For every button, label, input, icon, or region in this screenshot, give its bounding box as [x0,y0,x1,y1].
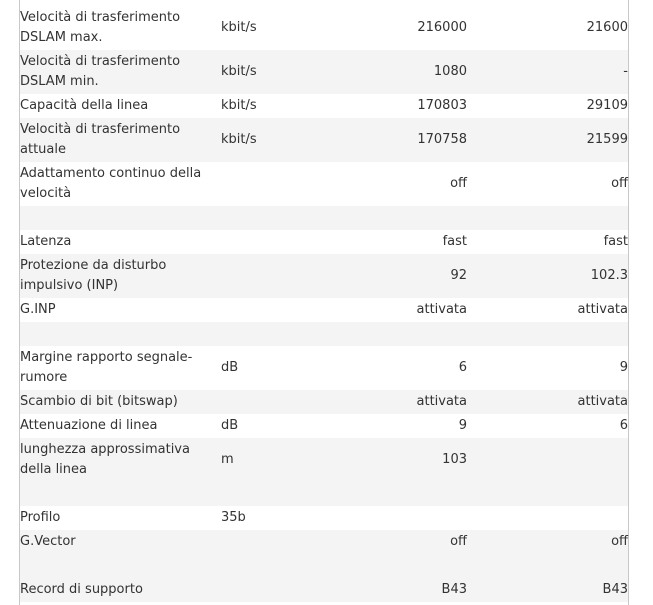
table-row-attenuation [20,414,628,438]
table-row-inp [20,254,628,298]
row-unit [221,530,308,554]
row-unit: kbit/s [221,50,308,94]
row-label: Record di supporto [20,578,221,602]
row-label: Velocità di trasferimento attuale [20,118,221,162]
row-upstream-value [467,438,628,482]
row-label: Margine rapporto segnale-rumore [20,346,221,390]
row-label: G.INP [20,298,221,322]
row-label: G.Vector [20,530,221,554]
row-unit: kbit/s [221,118,308,162]
row-unit: dB [221,414,308,438]
table-separator-row [20,482,628,506]
row-upstream-value: - [467,50,628,94]
row-downstream-value: 6 [308,346,467,390]
table-row-ginp [20,298,628,322]
table-row-line-length [20,438,628,482]
row-downstream-value: 92 [308,254,467,298]
row-unit [221,298,308,322]
table-separator-row [20,322,628,346]
row-label: Attenuazione di linea [20,414,221,438]
dsl-info-table [20,6,628,602]
table-row-support-record [20,578,628,602]
row-upstream-value: 29109 [467,94,628,118]
table-row-snr-margin [20,346,628,390]
row-label: Profilo [20,506,221,530]
row-unit: kbit/s [221,6,308,50]
row-upstream-value: 9 [467,346,628,390]
table-row-line-capacity [20,94,628,118]
row-upstream-value: off [467,162,628,206]
row-label: Velocità di trasferimento DSLAM max. [20,6,221,50]
row-downstream-value: attivata [308,390,467,414]
row-unit: dB [221,346,308,390]
row-upstream-value: fast [467,230,628,254]
row-upstream-value: attivata [467,298,628,322]
row-upstream-value: 6 [467,414,628,438]
table-row-profile [20,506,628,530]
row-label: lunghezza approssimativa della linea [20,438,221,482]
row-unit: 35b [221,506,308,530]
table-separator-row [20,554,628,578]
row-upstream-value: 21600 [467,6,628,50]
row-label: Adattamento continuo della velocità [20,162,221,206]
row-upstream-value: off [467,530,628,554]
table-row-gvector [20,530,628,554]
table-row-current-rate [20,118,628,162]
row-unit [221,162,308,206]
row-upstream-value: 21599 [467,118,628,162]
row-label: Scambio di bit (bitswap) [20,390,221,414]
row-downstream-value: off [308,530,467,554]
row-unit [221,390,308,414]
row-upstream-value: B43 [467,578,628,602]
row-downstream-value: 9 [308,414,467,438]
row-unit [221,578,308,602]
row-downstream-value: fast [308,230,467,254]
row-downstream-value: 170803 [308,94,467,118]
row-upstream-value [467,506,628,530]
row-unit: m [221,438,308,482]
row-downstream-value: 1080 [308,50,467,94]
row-downstream-value: 170758 [308,118,467,162]
row-unit [221,230,308,254]
row-upstream-value: 102.3 [467,254,628,298]
table-row-bitswap [20,390,628,414]
row-downstream-value: B43 [308,578,467,602]
table-row-rate-adaptation [20,162,628,206]
table-row-dslam-max [20,6,628,50]
table-row-latency [20,230,628,254]
row-upstream-value: attivata [467,390,628,414]
row-label: Velocità di trasferimento DSLAM min. [20,50,221,94]
dsl-info-body [20,6,628,602]
row-label: Capacità della linea [20,94,221,118]
table-row-dslam-min [20,50,628,94]
row-downstream-value: 103 [308,438,467,482]
row-downstream-value: attivata [308,298,467,322]
row-downstream-value [308,506,467,530]
row-label: Latenza [20,230,221,254]
row-downstream-value: off [308,162,467,206]
table-separator-row [20,206,628,230]
row-unit [221,254,308,298]
row-label: Protezione da disturbo impulsivo (INP) [20,254,221,298]
row-unit: kbit/s [221,94,308,118]
row-downstream-value: 216000 [308,6,467,50]
